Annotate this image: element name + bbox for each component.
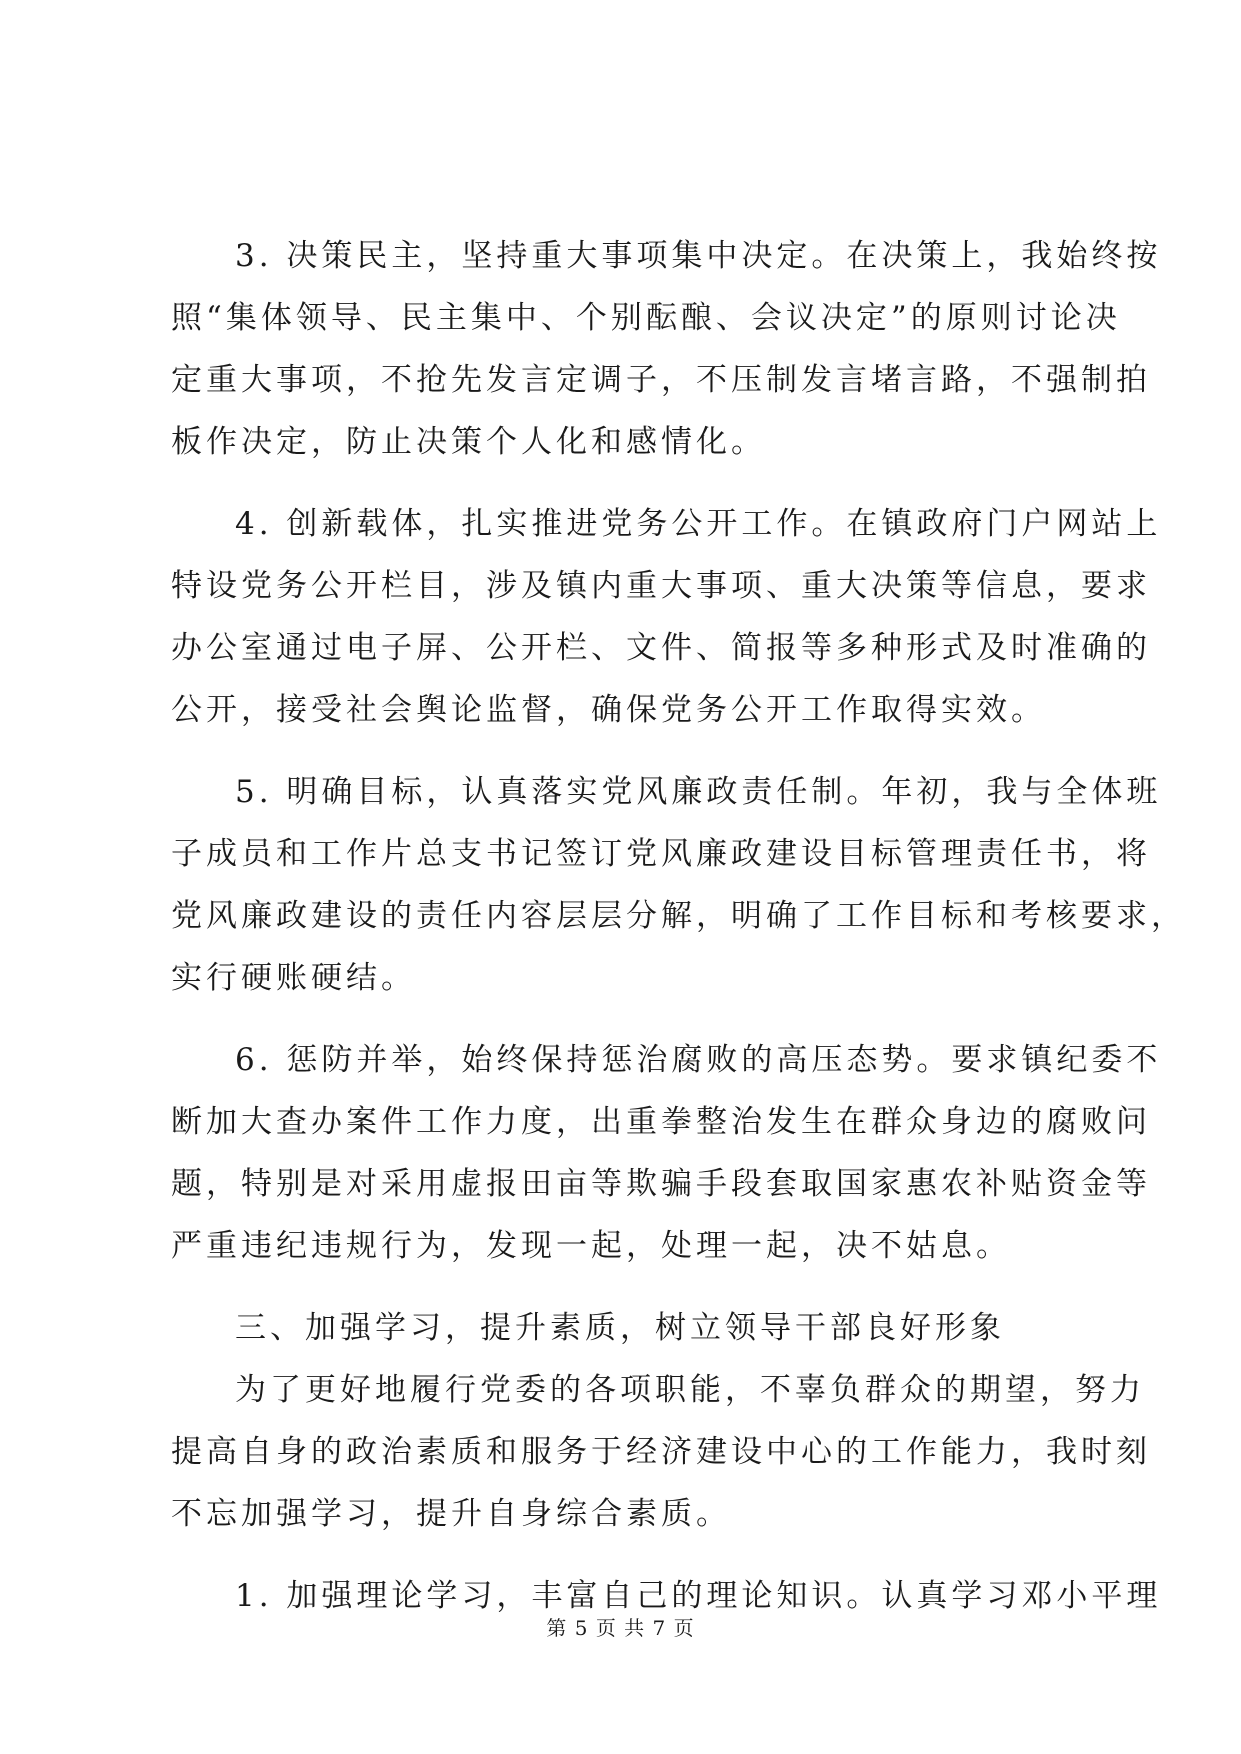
paragraph-line: 照“集体领导、民主集中、个别酝酿、会议决定”的原则讨论决 <box>171 300 1121 336</box>
paragraph-spacer <box>171 741 1071 761</box>
paragraph-spacer <box>171 1545 1071 1565</box>
paragraph-line: 党风廉政建设的责任内容层层分解，明确了工作目标和考核要求， <box>171 898 1186 934</box>
paragraph-line: 4. 创新载体，扎实推进党务公开工作。在镇政府门户网站上 <box>235 506 1162 542</box>
paragraph-party-affairs-openness <box>171 493 1162 741</box>
paragraph-line: 题，特别是对采用虚报田亩等欺骗手段套取国家惠农补贴资金等 <box>171 1166 1151 1202</box>
paragraph-line: 办公室通过电子屏、公开栏、文件、简报等多种形式及时准确的 <box>171 630 1151 666</box>
paragraph-spacer <box>171 1009 1071 1029</box>
paragraph-line: 提高自身的政治素质和服务于经济建设中心的工作能力，我时刻 <box>171 1434 1151 1470</box>
paragraph-line: 3. 决策民主，坚持重大事项集中决定。在决策上，我始终按 <box>235 238 1162 274</box>
paragraph-line: 6. 惩防并举，始终保持惩治腐败的高压态势。要求镇纪委不 <box>235 1042 1162 1078</box>
section-heading-text: 三、加强学习，提升素质，树立领导干部良好形象 <box>235 1310 1005 1346</box>
paragraph-line: 为了更好地履行党委的各项职能，不辜负群众的期望，努力 <box>235 1372 1145 1408</box>
paragraph-study-intro <box>171 1359 1151 1545</box>
paragraph-line: 公开，接受社会舆论监督，确保党务公开工作取得实效。 <box>171 692 1046 728</box>
paragraph-line: 子成员和工作片总支书记签订党风廉政建设目标管理责任书，将 <box>171 836 1151 872</box>
paragraph-line: 实行硬账硬结。 <box>171 960 416 996</box>
section-heading <box>171 1297 1071 1359</box>
paragraph-line: 特设党务公开栏目，涉及镇内重大事项、重大决策等信息，要求 <box>171 568 1151 604</box>
paragraph-line: 1. 加强理论学习，丰富自己的理论知识。认真学习邓小平理 <box>235 1578 1162 1614</box>
paragraph-line: 严重违纪违规行为，发现一起，处理一起，决不姑息。 <box>171 1228 1011 1264</box>
paragraph-line: 不忘加强学习，提升自身综合素质。 <box>171 1496 731 1532</box>
paragraph-spacer <box>171 1277 1071 1297</box>
paragraph-line: 5. 明确目标，认真落实党风廉政责任制。年初，我与全体班 <box>235 774 1162 810</box>
paragraph-spacer <box>171 473 1071 493</box>
paragraph-line: 断加大查办案件工作力度，出重拳整治发生在群众身边的腐败问 <box>171 1104 1151 1140</box>
paragraph-anti-corruption <box>171 1029 1162 1277</box>
paragraph-responsibility-system <box>171 761 1186 1009</box>
document-body <box>171 225 1186 1627</box>
paragraph-line: 定重大事项，不抢先发言定调子，不压制发言堵言路，不强制拍 <box>171 362 1151 398</box>
paragraph-decision-democracy <box>171 225 1162 473</box>
page-number-footer: 第 5 页 共 7 页 <box>546 1616 695 1640</box>
paragraph-line: 板作决定，防止决策个人化和感情化。 <box>171 424 766 460</box>
